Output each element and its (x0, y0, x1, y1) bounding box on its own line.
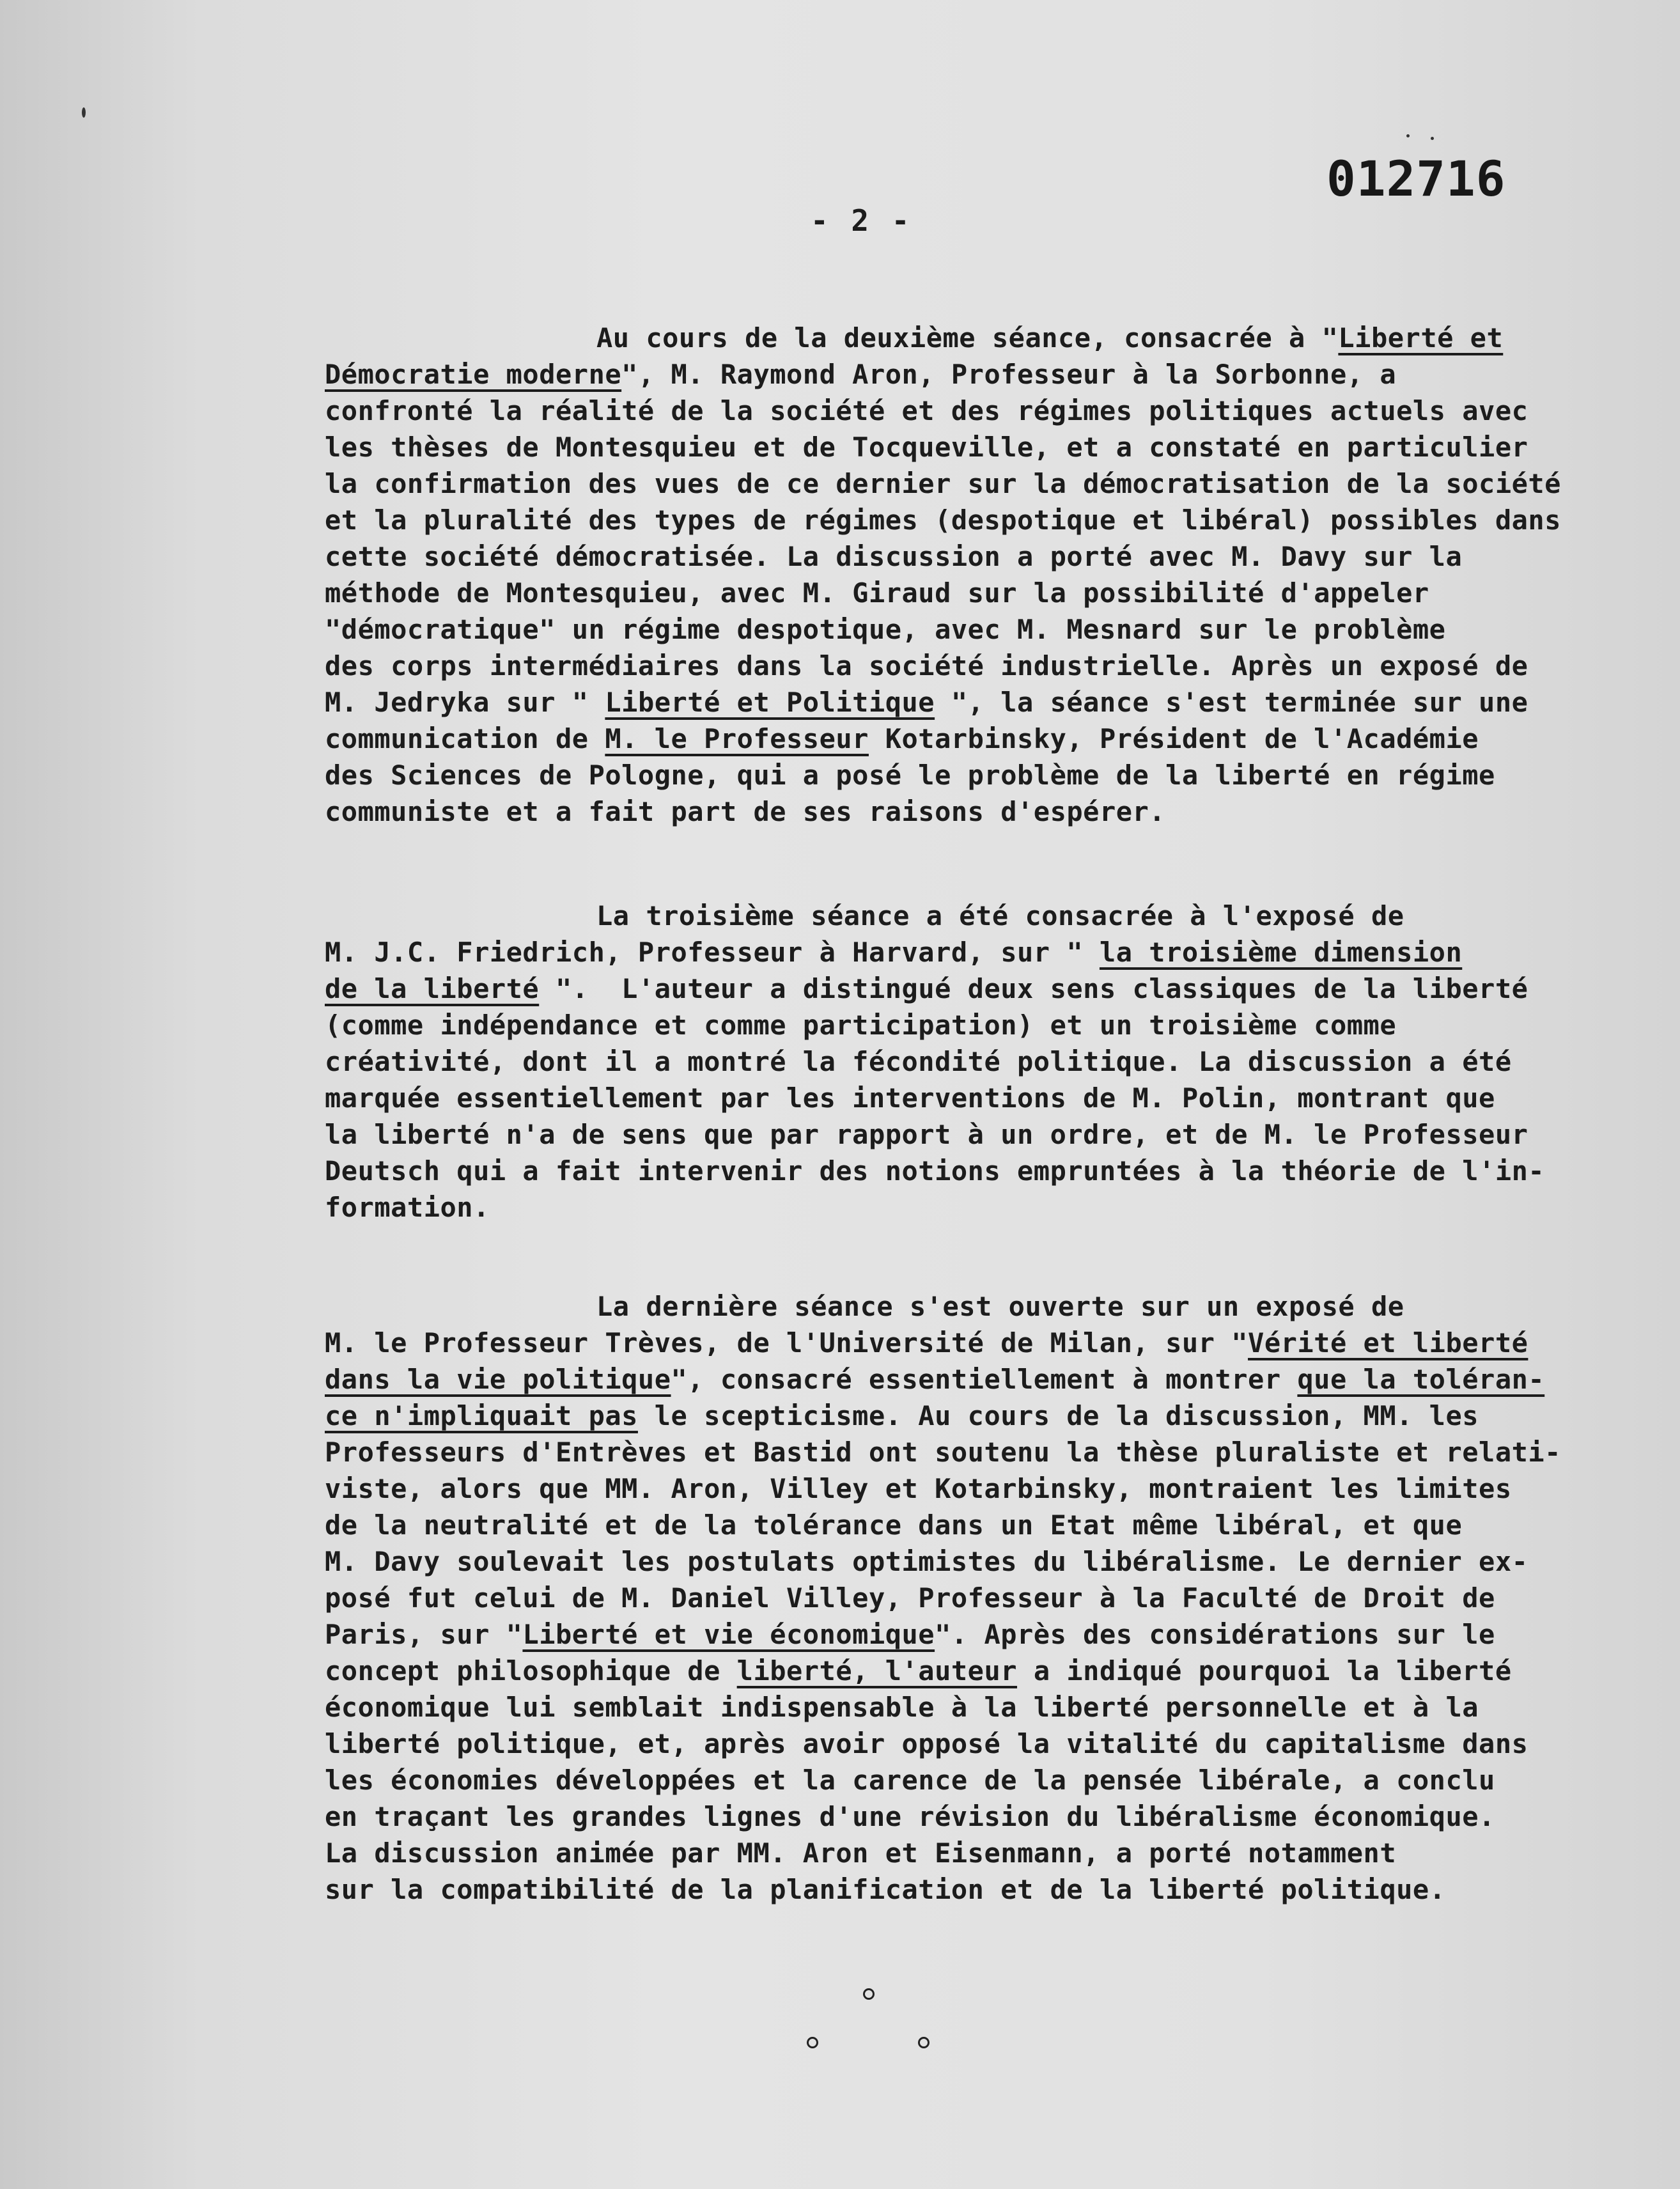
text-segment: viste, alors que MM. Aron, Villey et Kotarbinsky, montraient les limites (325, 1473, 1512, 1504)
underlined-text: la troisième dimension (1099, 937, 1463, 968)
text-segment: créativité, dont il a montré la fécondité politique. La discussion a été (325, 1046, 1512, 1077)
text-segment: (comme indépendance et comme participation) et un troisième comme (325, 1009, 1397, 1041)
text-line (325, 1798, 1571, 1835)
text-line (325, 1007, 1571, 1043)
underlined-text: Démocratie moderne (325, 359, 622, 390)
text-segment: M. J.C. Friedrich, Professeur à Harvard, sur " (325, 937, 1100, 968)
text-segment: les thèses de Montesquieu et de Tocqueville, et a constaté en particulier (325, 432, 1528, 463)
text-segment: Professeurs d'Entrèves et Bastid ont soutenu la thèse pluraliste et relati- (325, 1437, 1561, 1468)
text-segment: cette société démocratisée. La discussion a porté avec M. Davy sur la (325, 541, 1463, 572)
underlined-text: dans la vie politique (325, 1364, 671, 1395)
text-line (325, 1689, 1571, 1725)
text-line (325, 898, 1571, 934)
text-segment: marquée essentiellement par les interventions de M. Polin, montrant que (325, 1082, 1495, 1114)
document-number: 012716 (1326, 150, 1506, 207)
text-segment: M. Jedryka sur " (325, 687, 605, 718)
underlined-text: Liberté et Politique (605, 687, 935, 718)
text-segment: La discussion animée par MM. Aron et Eisenmann, a porté notamment (325, 1837, 1397, 1869)
paragraph-second-session (325, 320, 1571, 830)
text-line (325, 684, 1571, 721)
text-segment: en traçant les grandes lignes d'une révision du libéralisme économique. (325, 1801, 1495, 1832)
text-line (325, 1725, 1571, 1762)
text-line (325, 1762, 1571, 1798)
underlined-text: Liberté et vie économique (522, 1619, 935, 1650)
text-segment: des corps intermédiaires dans la société industrielle. Après un exposé de (325, 650, 1528, 682)
underlined-text: que la toléran- (1297, 1364, 1545, 1395)
text-line (325, 538, 1571, 575)
text-line (325, 1080, 1571, 1116)
text-line (325, 1288, 1571, 1325)
text-segment: Paris, sur " (325, 1619, 523, 1650)
text-segment: et la pluralité des types de régimes (despotique et libéral) possibles dans (325, 504, 1561, 536)
text-segment: M. Davy soulevait les postulats optimistes du libéralisme. Le dernier ex- (325, 1546, 1528, 1577)
text-line (325, 1325, 1571, 1361)
text-segment: ", consacré essentiellement à montrer (671, 1364, 1298, 1395)
underlined-text: de la liberté (325, 973, 540, 1004)
text-segment: Deutsch qui a fait intervenir des notions empruntées à la théorie de l'in- (325, 1155, 1545, 1187)
underlined-text: Liberté et (1338, 322, 1504, 354)
paragraph-last-session (325, 1288, 1571, 1908)
text-segment: la confirmation des vues de ce dernier sur la démocratisation de la société (325, 468, 1561, 499)
text-segment: ", la séance s'est terminée sur une (935, 687, 1528, 718)
text-line (325, 1835, 1571, 1871)
text-line (325, 1470, 1571, 1507)
text-segment: communication de (325, 723, 605, 754)
text-segment: Kotarbinsky, Président de l'Académie (868, 723, 1479, 754)
text-line (325, 320, 1571, 356)
text-segment: posé fut celui de M. Daniel Villey, Professeur à la Faculté de Droit de (325, 1582, 1495, 1614)
text-line (325, 575, 1571, 611)
text-segment: La troisième séance a été consacrée à l'exposé de (596, 900, 1404, 931)
underlined-text: Vérité et liberté (1248, 1327, 1528, 1359)
text-segment: communiste et a fait part de ses raisons d'espérer. (325, 796, 1166, 827)
text-segment: économique lui semblait indispensable à la liberté personnelle et à la (325, 1692, 1479, 1723)
text-line (325, 611, 1571, 648)
text-line (325, 356, 1571, 393)
text-segment: méthode de Montesquieu, avec M. Giraud sur la possibilité d'appeler (325, 577, 1429, 609)
text-segment: ". Après des considérations sur le (935, 1619, 1495, 1650)
text-segment: concept philosophique de (325, 1655, 737, 1687)
text-segment: formation. (325, 1192, 490, 1223)
text-segment: de la neutralité et de la tolérance dans un Etat même libéral, et que (325, 1509, 1463, 1541)
text-segment: la liberté n'a de sens que par rapport à un ordre, et de M. le Professeur (325, 1119, 1528, 1150)
text-line (325, 1043, 1571, 1080)
paper-speck (82, 107, 86, 118)
text-line (325, 1434, 1571, 1470)
paragraph-third-session (325, 898, 1571, 1226)
text-line (325, 1116, 1571, 1153)
ornament-dot (918, 2037, 929, 2048)
text-segment: des Sciences de Pologne, qui a posé le problème de la liberté en régime (325, 760, 1495, 791)
paper-speck (1406, 134, 1410, 137)
text-line (325, 1616, 1571, 1653)
text-line (325, 721, 1571, 757)
text-segment: a indiqué pourquoi la liberté (1017, 1655, 1512, 1687)
text-segment: La dernière séance s'est ouverte sur un exposé de (596, 1291, 1404, 1322)
text-segment: M. le Professeur Trèves, de l'Université de Milan, sur " (325, 1327, 1248, 1359)
text-segment: liberté politique, et, après avoir opposé la vitalité du capitalisme dans (325, 1728, 1528, 1759)
text-line (325, 793, 1571, 830)
text-line (325, 1361, 1571, 1398)
underlined-text: M. le Professeur (605, 723, 869, 754)
text-line (325, 757, 1571, 793)
underlined-text: ce n'impliquait pas (325, 1400, 638, 1431)
text-line (325, 502, 1571, 538)
page-number: - 2 - (811, 203, 912, 238)
text-line (325, 970, 1571, 1007)
text-line (325, 1507, 1571, 1543)
text-segment: ". L'auteur a distingué deux sens classiques de la liberté (539, 973, 1528, 1004)
text-line (325, 1189, 1571, 1226)
text-line (325, 1543, 1571, 1580)
text-line (325, 1153, 1571, 1189)
text-line (325, 393, 1571, 429)
text-line (325, 429, 1571, 465)
text-segment: confronté la réalité de la société et des régimes politiques actuels avec (325, 395, 1528, 426)
paper-speck (1431, 137, 1434, 140)
text-line (325, 1871, 1571, 1908)
ornament-dot (807, 2037, 818, 2048)
text-line (325, 934, 1571, 970)
text-segment: "démocratique" un régime despotique, avec M. Mesnard sur le problème (325, 614, 1446, 645)
text-line (325, 1653, 1571, 1689)
text-line (325, 465, 1571, 502)
text-segment: Au cours de la deuxième séance, consacrée à " (596, 322, 1339, 354)
text-line (325, 648, 1571, 684)
underlined-text: liberté, l'auteur (736, 1655, 1018, 1687)
text-segment: ", M. Raymond Aron, Professeur à la Sorbonne, a (621, 359, 1397, 390)
text-line (325, 1580, 1571, 1616)
ornament-dot (863, 1988, 875, 2000)
text-segment: le scepticisme. Au cours de la discussion, MM. les (637, 1400, 1479, 1431)
text-segment: sur la compatibilité de la planification et de la liberté politique. (325, 1874, 1446, 1905)
text-line (325, 1398, 1571, 1434)
text-segment: les économies développées et la carence de la pensée libérale, a conclu (325, 1764, 1495, 1796)
